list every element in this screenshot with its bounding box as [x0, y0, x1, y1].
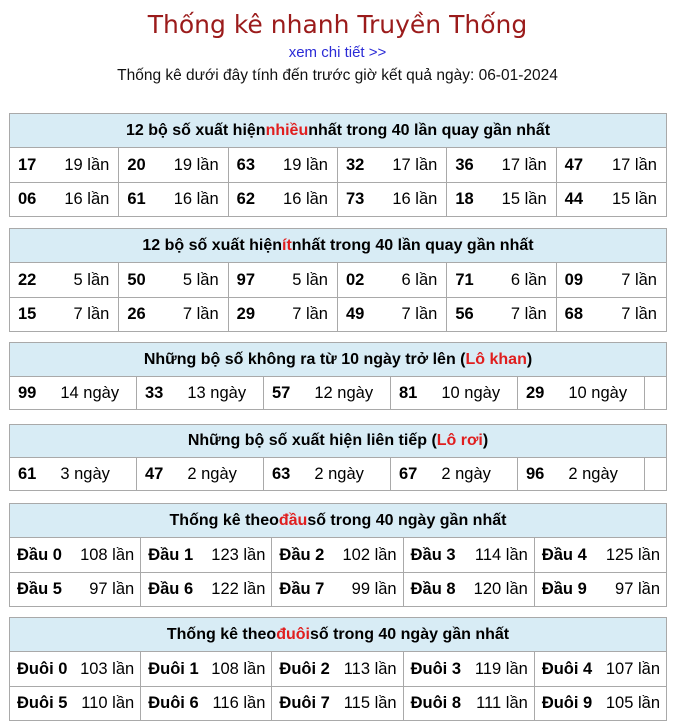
stat-count: 119 lần: [474, 659, 528, 678]
empty-cell: [645, 458, 666, 490]
stat-number: 68: [564, 305, 583, 323]
table-row: [10, 298, 666, 331]
stat-cell: [141, 652, 272, 686]
stat-count: 108 lần: [80, 545, 135, 564]
stat-number: 96: [526, 464, 545, 483]
stat-cell: [141, 573, 272, 606]
stat-count: 6 lần: [401, 270, 438, 289]
stat-number: 56: [455, 305, 474, 323]
title-highlight: ít: [282, 236, 292, 254]
stat-number: Đầu 8: [410, 580, 456, 598]
stat-number: Đuôi 9: [541, 694, 593, 712]
stat-count: 99 lần: [351, 580, 397, 598]
stat-count: 2 ngày: [187, 464, 237, 483]
stat-number: Đầu 1: [148, 545, 194, 564]
stat-cell: [391, 458, 518, 490]
stat-cell: [272, 652, 403, 686]
stat-cell: [264, 458, 391, 490]
stat-number: Đầu 6: [148, 580, 194, 598]
title-text: nhất trong 40 lần quay gần nhất: [308, 121, 551, 139]
stat-number: Đầu 9: [541, 580, 587, 598]
stat-number: 32: [345, 155, 365, 174]
stat-number: 17: [18, 155, 37, 174]
stat-number: 62: [236, 190, 256, 208]
stat-cell: [447, 148, 556, 182]
lo-roi-section: [9, 424, 667, 491]
stat-count: 7 lần: [621, 270, 657, 289]
stat-count: 5 lần: [292, 270, 328, 289]
stat-number: 36: [455, 155, 474, 174]
stat-number: 44: [564, 190, 583, 208]
stat-count: 5 lần: [182, 270, 219, 289]
stat-cell: [557, 298, 666, 331]
stat-count: 13 ngày: [187, 383, 247, 402]
section-title: [10, 618, 666, 652]
stat-cell: [338, 183, 447, 216]
stat-cell: [119, 183, 228, 216]
page-header: [0, 8, 675, 90]
stat-count: 105 lần: [605, 694, 661, 712]
most-frequent-section: [9, 113, 667, 217]
stat-number: 67: [399, 464, 418, 483]
stat-cell: [229, 298, 338, 331]
stat-count: 12 ngày: [314, 383, 374, 402]
stat-cell: [137, 458, 264, 490]
detail-link[interactable]: xem chi tiết >>: [288, 44, 387, 61]
table-row: [10, 652, 666, 687]
stat-cell: [557, 148, 666, 182]
title-text: số trong 40 ngày gần nhất: [309, 625, 510, 643]
stat-count: 10 ngày: [441, 383, 501, 402]
stat-cell: [557, 263, 666, 297]
stat-cell: [10, 377, 137, 409]
table-row: [10, 458, 666, 490]
stat-count: 19 lần: [173, 155, 219, 174]
stat-number: Đầu 2: [279, 545, 325, 564]
stat-count: 7 lần: [621, 305, 657, 323]
stat-number: 73: [345, 190, 365, 208]
stat-number: Đuôi 7: [279, 694, 330, 712]
stat-cell: [229, 263, 338, 297]
stat-cell: [229, 148, 338, 182]
stat-count: 15 lần: [501, 190, 547, 208]
stat-number: 99: [18, 383, 37, 402]
stat-cell: [404, 538, 535, 572]
stat-count: 115 lần: [343, 694, 397, 712]
stat-number: 15: [18, 305, 37, 323]
stat-number: 02: [345, 270, 365, 289]
stat-number: 63: [272, 464, 291, 483]
stat-cell: [447, 298, 556, 331]
title-highlight: đầu: [278, 511, 308, 529]
section-title: [10, 343, 666, 377]
stat-cell: [535, 687, 666, 720]
stat-number: 06: [18, 190, 37, 208]
stat-count: 17 lần: [501, 155, 547, 174]
title-highlight: Lô rơi: [436, 432, 483, 449]
stat-cell: [10, 652, 141, 686]
stat-number: 47: [564, 155, 583, 174]
stat-cell: [272, 687, 403, 720]
stat-count: 10 ngày: [568, 383, 628, 402]
stat-count: 3 ngày: [60, 464, 110, 483]
stat-count: 7 lần: [292, 305, 328, 323]
stat-cell: [338, 263, 447, 297]
stat-count: 103 lần: [80, 659, 135, 678]
stat-cell: [229, 183, 338, 216]
stat-cell: [119, 263, 228, 297]
stat-cell: [518, 458, 645, 490]
stat-number: Đầu 0: [17, 545, 62, 564]
stat-count: 16 lần: [64, 190, 110, 208]
stat-count: 17 lần: [392, 155, 438, 174]
stat-cell: [272, 538, 403, 572]
stat-count: 17 lần: [612, 155, 657, 174]
stat-number: 26: [127, 305, 146, 323]
dau-section: [9, 503, 667, 607]
stat-number: Đuôi 5: [17, 694, 68, 712]
stat-number: Đuôi 0: [17, 659, 68, 678]
stat-cell: [10, 263, 119, 297]
stat-count: 5 lần: [73, 270, 110, 289]
stat-number: Đuôi 8: [410, 694, 462, 712]
duoi-section: [9, 617, 667, 721]
stat-number: 61: [18, 464, 37, 483]
stat-count: 111 lần: [476, 694, 528, 712]
stat-count: 108 lần: [211, 659, 266, 678]
stat-number: Đầu 4: [541, 545, 587, 564]
lo-khan-section: [9, 342, 667, 410]
title-text: ): [482, 432, 489, 449]
section-title: [10, 504, 666, 538]
stat-count: 110 lần: [81, 694, 135, 712]
stat-cell: [404, 687, 535, 720]
stat-cell: [10, 573, 141, 606]
stat-cell: [518, 377, 645, 409]
stat-number: 81: [399, 383, 418, 402]
stat-count: 123 lần: [211, 545, 266, 564]
stat-number: Đầu 5: [17, 580, 62, 598]
section-title: [10, 425, 666, 458]
stat-count: 2 ngày: [568, 464, 618, 483]
title-highlight: đuôi: [276, 625, 310, 643]
title-text: Thống kê theo: [166, 625, 277, 643]
stat-cell: [137, 377, 264, 409]
table-row: [10, 538, 666, 573]
title-text: ): [526, 350, 533, 368]
stat-cell: [264, 377, 391, 409]
stat-count: 7 lần: [401, 305, 438, 323]
stat-count: 97 lần: [615, 580, 661, 598]
stat-count: 16 lần: [173, 190, 219, 208]
stat-number: 47: [145, 464, 164, 483]
stat-number: 18: [455, 190, 474, 208]
stat-cell: [10, 458, 137, 490]
stat-cell: [447, 263, 556, 297]
stat-number: 49: [345, 305, 365, 323]
stat-number: 29: [236, 305, 256, 323]
stat-cell: [272, 573, 403, 606]
stat-number: Đuôi 2: [279, 659, 330, 678]
stat-number: 29: [526, 383, 545, 402]
stat-count: 102 lần: [342, 545, 397, 564]
stat-count: 6 lần: [510, 270, 547, 289]
stat-cell: [391, 377, 518, 409]
stat-count: 15 lần: [612, 190, 657, 208]
title-highlight: Lô khan: [465, 350, 527, 368]
stat-count: 16 lần: [392, 190, 438, 208]
stat-count: 19 lần: [64, 155, 110, 174]
table-row: [10, 263, 666, 298]
stat-cell: [10, 298, 119, 331]
stat-cell: [10, 183, 119, 216]
stat-count: 16 lần: [283, 190, 328, 208]
stat-cell: [10, 687, 141, 720]
stat-cell: [338, 148, 447, 182]
stat-count: 7 lần: [182, 305, 219, 323]
section-title: [10, 229, 666, 263]
stat-count: 2 ngày: [441, 464, 491, 483]
page-title: Thống kê nhanh Truyền Thống: [147, 10, 528, 39]
table-row: [10, 148, 666, 183]
stat-cell: [557, 183, 666, 216]
stat-cell: [141, 687, 272, 720]
empty-cell: [645, 377, 666, 409]
stat-number: Đầu 7: [279, 580, 325, 598]
stat-count: 7 lần: [510, 305, 547, 323]
stat-number: 97: [236, 270, 256, 289]
stat-cell: [404, 573, 535, 606]
title-text: Thống kê theo: [169, 511, 279, 529]
least-frequent-section: [9, 228, 667, 332]
stat-count: 114 lần: [474, 545, 528, 564]
table-row: [10, 687, 666, 720]
stat-count: 14 ngày: [60, 383, 120, 402]
stat-count: 116 lần: [212, 694, 266, 712]
stat-number: 61: [127, 190, 146, 208]
stat-count: 120 lần: [473, 580, 528, 598]
title-text: Những bộ số không ra từ 10 ngày trở lên (: [143, 350, 466, 368]
stat-cell: [535, 538, 666, 572]
stat-number: Đuôi 6: [148, 694, 199, 712]
title-highlight: nhiều: [265, 121, 309, 139]
stat-number: 33: [145, 383, 164, 402]
title-text: nhất trong 40 lần quay gần nhất: [291, 236, 534, 254]
stat-number: 57: [272, 383, 291, 402]
stat-cell: [10, 538, 141, 572]
stat-number: 09: [564, 270, 583, 289]
stat-number: 63: [236, 155, 256, 174]
title-text: 12 bộ số xuất hiện: [125, 121, 266, 139]
stat-count: 107 lần: [605, 659, 661, 678]
stat-number: 20: [127, 155, 146, 174]
stat-count: 2 ngày: [314, 464, 364, 483]
title-text: số trong 40 ngày gần nhất: [307, 511, 507, 529]
stat-cell: [535, 652, 666, 686]
stat-cell: [447, 183, 556, 216]
stat-number: 71: [455, 270, 474, 289]
report-date-line: Thống kê dưới đây tính đến trước giờ kết quả ngày: 06-01-2024: [117, 67, 558, 84]
stat-number: 50: [127, 270, 146, 289]
title-text: 12 bộ số xuất hiện: [142, 236, 282, 254]
stat-cell: [119, 148, 228, 182]
stat-number: Đuôi 3: [410, 659, 462, 678]
stat-cell: [119, 298, 228, 331]
table-row: [10, 377, 666, 409]
table-row: [10, 573, 666, 606]
stat-cell: [338, 298, 447, 331]
stat-cell: [535, 573, 666, 606]
stat-cell: [10, 148, 119, 182]
table-row: [10, 183, 666, 216]
title-text: Những bộ số xuất hiện liên tiếp (: [187, 432, 437, 449]
stat-count: 19 lần: [283, 155, 328, 174]
stat-count: 113 lần: [343, 659, 397, 678]
stat-count: 122 lần: [211, 580, 266, 598]
stat-number: Đuôi 4: [541, 659, 593, 678]
stat-count: 7 lần: [73, 305, 110, 323]
stat-number: Đuôi 1: [148, 659, 199, 678]
stat-number: Đầu 3: [410, 545, 456, 564]
stat-count: 125 lần: [605, 545, 661, 564]
stat-cell: [141, 538, 272, 572]
stat-number: 22: [18, 270, 37, 289]
stat-count: 97 lần: [89, 580, 135, 598]
stat-cell: [404, 652, 535, 686]
section-title: [10, 114, 666, 148]
